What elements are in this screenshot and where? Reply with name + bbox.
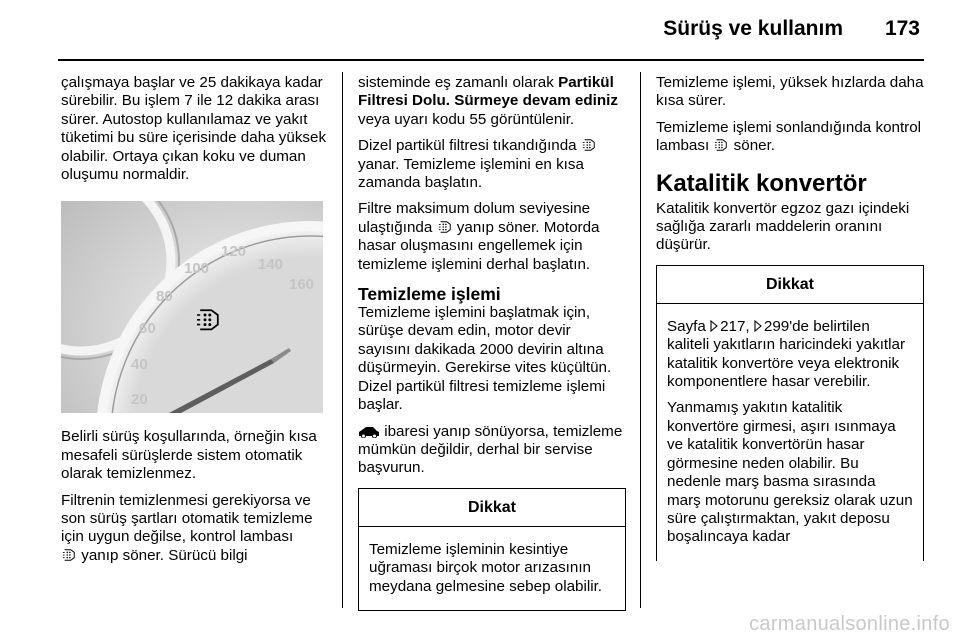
gauge-tick-60: 60: [139, 320, 156, 338]
gauge-tick-20: 20: [131, 391, 148, 409]
warning-box-text: Temizleme işleminin kesintiye uğraması birçok motor arızasının meydana gelmesine sebep olabilir.: [369, 540, 603, 595]
col2-paragraph-4: Temizleme işlemini başlatmak için, sürüşe devam edin, motor devir sayısını dakikada 2000 devirin altına düşürmeyin. Gerekirse vites küçültün. Dizel partikül filtresi temizleme işlemi başlar.: [358, 304, 612, 414]
gauge-tick-40: 40: [131, 356, 148, 374]
page-reference-icon: [710, 320, 718, 332]
column-1: [61, 74, 329, 573]
gauge-tick-100: 100: [184, 260, 210, 278]
header-rule: [58, 59, 924, 61]
col1-paragraph-3: Filtrenin temizlenmesi gerekiyorsa ve son sürüş şartları otomatik temizleme için uygun değilse, kontrol lambası yanıp söner. Sürücü bilgi: [61, 491, 313, 564]
dpf-icon: [581, 138, 597, 152]
gauge-tick-160: 160: [289, 276, 315, 294]
page-header: [0, 0, 960, 62]
warning-box-title: Dikkat: [657, 266, 923, 304]
gauge-tick-120: 120: [221, 243, 247, 261]
col1-paragraph-1: çalışmaya başlar ve 25 dakikaya kadar sürebilir. Bu işlem 7 ile 12 dakika arası sürer. Autostop kullanılamaz ve yakıt tüketimi bu süre içerisinde daha yüksek olabilir. Ortaya çıkan koku ve duman oluşumu normaldir.: [61, 74, 327, 184]
column-3: [656, 74, 924, 561]
dpf-icon: [437, 220, 453, 234]
header-title: Sürüş ve kullanım: [663, 17, 843, 40]
warning-box-paragraph-1: Sayfa 217, 299'de belirtilen kaliteli yakıtların haricindeki yakıtlar katalitik konvertöre veya elektronik komponentlere hasar verebilir.: [667, 317, 906, 391]
column-divider-1: [342, 72, 343, 608]
section-heading-catalytic: Katalitik konvertör: [656, 169, 867, 197]
col2-paragraph-1: sisteminde eş zamanlı olarak Partikül Filtresi Dolu. Sürmeye devam ediniz veya uyarı kodu 55 görüntülenir.: [358, 74, 618, 128]
col2-paragraph-3: Filtre maksimum dolum seviyesine ulaştığında yanıp söner. Motorda hasar oluşmasını engellemek için temizleme işlemini derhal başlatın.: [358, 200, 600, 273]
warning-box-title: Dikkat: [359, 489, 625, 527]
page-reference-icon: [754, 320, 762, 332]
dpf-icon: [61, 548, 77, 562]
watermark: carmanualsonline.info: [749, 613, 950, 635]
col3-paragraph-2: Temizleme işlemi sonlandığında kontrol lambası söner.: [656, 118, 922, 155]
dpf-icon: [713, 138, 729, 152]
warning-box-1: [358, 488, 626, 611]
col3-paragraph-3: Katalitik konvertör egzoz gazı içindeki sağlığa zararlı maddelerin oranını düşürür.: [656, 199, 910, 254]
warning-box-2: [656, 265, 924, 561]
section-heading-cleaning: Temizleme işlemi: [358, 284, 501, 305]
message-text: Partikül Filtresi Dolu. Sürmeye devam ediniz: [358, 74, 618, 110]
gauge-tick-140: 140: [258, 256, 284, 274]
column-2: [358, 74, 626, 611]
car-wrench-icon: [358, 425, 380, 438]
col2-paragraph-5: ibaresi yanıp sönüyorsa, temizleme mümkün değildir, derhal bir servise başvurun.: [358, 422, 623, 477]
col1-paragraph-2: Belirli sürüş koşullarında, örneğin kısa mesafeli sürüşlerde sistem otomatik olarak temizlenmez.: [61, 428, 317, 483]
page-number: 173: [884, 17, 920, 40]
dashboard-photo: [61, 201, 323, 413]
gauge-tick-80: 80: [156, 288, 173, 306]
column-divider-2: [640, 72, 641, 608]
col3-paragraph-1: Temizleme işlemi, yüksek hızlarda daha kısa sürer.: [656, 74, 924, 110]
col2-paragraph-2: Dizel partikül filtresi tıkandığında yanar. Temizleme işlemini en kısa zamanda başlatın.: [358, 137, 626, 192]
warning-box-paragraph-2: Yanmamış yakıtın katalitik konvertöre girmesi, aşırı ısınmaya ve katalitik konvertörün hasar görmesine neden olabilir. Bu nedenle marş basma sırasında marş motorunu gereksiz olarak uzun süre çalıştırmaktan, yakıt deposu boşalıncaya kadar: [667, 399, 913, 546]
